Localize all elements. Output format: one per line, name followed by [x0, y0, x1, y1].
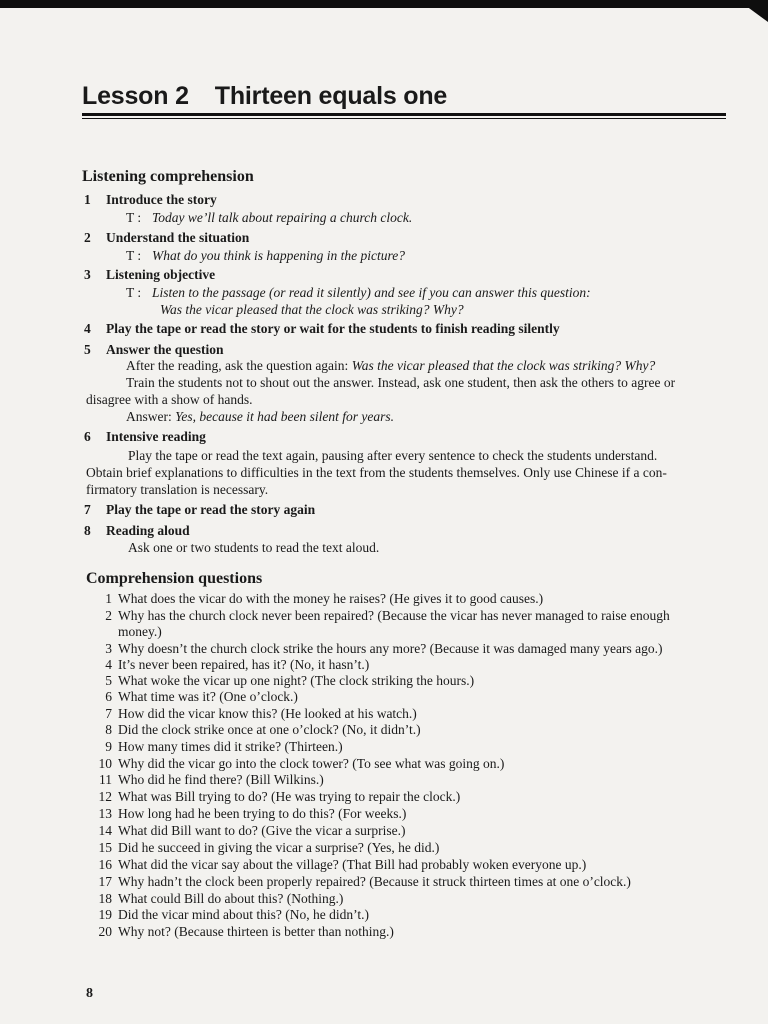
question-text: How did the vicar know this? (He looked at his watch.)	[118, 706, 417, 721]
step-number: 1	[84, 192, 91, 207]
question-item	[92, 924, 394, 940]
step-6-line-2: Obtain brief explanations to difficulties in the text from the students themselves. Only use Chinese if a con-	[86, 465, 667, 480]
question-item	[92, 608, 670, 624]
question-text: Was the vicar pleased that the clock was striking? Why?	[351, 358, 656, 373]
step-title: Listening objective	[106, 267, 216, 282]
teacher-label	[126, 209, 152, 227]
step-1-title	[84, 191, 217, 209]
step-5-line-2: Train the students not to shout out the answer. Instead, ask one student, then ask the others to agree or	[126, 375, 676, 390]
step-title: Play the tape or read the story again	[106, 502, 316, 517]
question-text: Why hadn’t the clock been properly repaired? (Because it struck thirteen times at one o’clock.)	[118, 874, 631, 889]
teacher-initial: T	[126, 210, 135, 225]
question-text: What did Bill want to do? (Give the vicar a surprise.)	[118, 823, 406, 838]
step-3-question: Was the vicar pleased that the clock was striking? Why?	[160, 302, 464, 317]
question-item	[92, 756, 504, 772]
question-item	[92, 722, 421, 738]
question-item	[92, 823, 406, 839]
question-number: 1	[105, 591, 112, 606]
question-number: 15	[98, 840, 112, 855]
teacher-separator: :	[137, 210, 142, 225]
answer-text: Yes, because it had been silent for years.	[175, 409, 394, 424]
question-number: 14	[98, 823, 112, 838]
step-4-title	[84, 320, 560, 338]
question-number: 20	[98, 924, 112, 939]
question-number: 2	[105, 608, 112, 623]
step-title: Introduce the story	[106, 192, 217, 207]
question-item	[92, 706, 417, 722]
question-number: 10	[98, 756, 112, 771]
step-number: 4	[84, 321, 91, 336]
question-item	[92, 673, 474, 689]
corner-scan-edge	[738, 0, 768, 22]
title-rule-thin	[82, 118, 726, 119]
question-text: Did the vicar mind about this? (No, he didn’t.)	[118, 907, 369, 922]
question-text: Who did he find there? (Bill Wilkins.)	[118, 772, 324, 787]
question-item	[92, 789, 460, 805]
step-5-line-1	[126, 357, 655, 375]
step-number: 6	[84, 429, 91, 444]
step-number: 3	[84, 267, 91, 282]
question-number: 9	[105, 739, 112, 754]
question-number: 5	[105, 673, 112, 688]
question-text: Why has the church clock never been repaired? (Because the vicar has never managed to raise enough	[118, 608, 670, 623]
listening-heading: Listening comprehension	[82, 168, 254, 185]
step-number: 5	[84, 342, 91, 357]
question-item	[92, 840, 439, 856]
teacher-label	[126, 284, 152, 302]
question-text: It’s never been repaired, has it? (No, it hasn’t.)	[118, 657, 370, 672]
question-text: Why not? (Because thirteen is better than nothing.)	[118, 924, 394, 939]
step-number: 7	[84, 502, 91, 517]
question-number: 13	[98, 806, 112, 821]
question-item	[92, 689, 298, 705]
question-item	[92, 891, 343, 907]
question-continuation: money.)	[118, 624, 162, 639]
question-text: Did he succeed in giving the vicar a surprise? (Yes, he did.)	[118, 840, 440, 855]
step-5-line-3: disagree with a show of hands.	[86, 392, 253, 407]
question-number: 6	[105, 689, 112, 704]
teacher-label	[126, 247, 152, 265]
question-item	[92, 907, 369, 923]
question-number: 11	[99, 772, 112, 787]
answer-label: Answer:	[126, 409, 176, 424]
step-2-title	[84, 229, 249, 247]
title-rule-thick	[82, 113, 726, 116]
teacher-text: Today we’ll talk about repairing a church clock.	[152, 210, 413, 225]
step-title: Understand the situation	[106, 230, 250, 245]
step-6-title	[84, 428, 206, 446]
teacher-initial: T	[126, 285, 135, 300]
step-number: 8	[84, 523, 91, 538]
lesson-label: Lesson 2	[82, 82, 189, 110]
question-text: Why did the vicar go into the clock tower? (To see what was going on.)	[118, 756, 505, 771]
step-1-teacher-line	[126, 209, 412, 227]
question-number: 8	[105, 722, 112, 737]
question-item	[92, 739, 343, 755]
top-scan-edge	[0, 0, 768, 8]
step-title: Answer the question	[106, 342, 224, 357]
question-number: 7	[105, 706, 112, 721]
step-title: Intensive reading	[106, 429, 206, 444]
question-item	[92, 874, 631, 890]
question-text: What does the vicar do with the money he raises? (He gives it to good causes.)	[118, 591, 544, 606]
teacher-separator: :	[137, 285, 142, 300]
question-number: 17	[98, 874, 112, 889]
question-text: Why doesn’t the church clock strike the hours any more? (Because it was damaged many years ago.)	[118, 641, 663, 656]
question-item	[92, 641, 662, 657]
question-item	[92, 772, 324, 788]
step-8-title	[84, 522, 190, 540]
teacher-text: Listen to the passage (or read it silently) and see if you can answer this question:	[152, 285, 591, 300]
step-6-line-1: Play the tape or read the text again, pausing after every sentence to check the students understand.	[128, 448, 658, 463]
step-title: Reading aloud	[106, 523, 190, 538]
question-text: How many times did it strike? (Thirteen.)	[118, 739, 343, 754]
question-number: 3	[105, 641, 112, 656]
step-title: Play the tape or read the story or wait for the students to finish reading silently	[106, 321, 560, 336]
question-text: How long had he been trying to do this? (For weeks.)	[118, 806, 407, 821]
lesson-title-text: Thirteen equals one	[214, 82, 448, 110]
question-text: What did the vicar say about the village? (That Bill had probably woken everyone up.)	[118, 857, 587, 872]
comprehension-heading: Comprehension questions	[86, 570, 263, 587]
question-number: 4	[105, 657, 112, 672]
question-number: 12	[98, 789, 112, 804]
question-number: 16	[98, 857, 112, 872]
question-item	[92, 806, 406, 822]
teacher-initial: T	[126, 248, 135, 263]
question-text: What was Bill trying to do? (He was trying to repair the clock.)	[118, 789, 461, 804]
step-3-teacher-line	[126, 284, 591, 302]
question-text: What could Bill do about this? (Nothing.)	[118, 891, 344, 906]
teacher-separator: :	[137, 248, 142, 263]
question-item	[92, 857, 586, 873]
question-number: 19	[98, 907, 112, 922]
step-7-title	[84, 501, 315, 519]
step-5-answer	[126, 408, 394, 426]
step-8-text: Ask one or two students to read the text aloud.	[128, 540, 380, 555]
body-text: After the reading, ask the question again:	[126, 358, 352, 373]
step-2-teacher-line	[126, 247, 405, 265]
step-6-line-3: firmatory translation is necessary.	[86, 482, 269, 497]
page-number: 8	[86, 986, 93, 1001]
question-text: What woke the vicar up one night? (The clock striking the hours.)	[118, 673, 475, 688]
step-number: 2	[84, 230, 91, 245]
lesson-title	[82, 82, 447, 111]
question-text: Did the clock strike once at one o’clock? (No, it didn’t.)	[118, 722, 421, 737]
question-item	[92, 591, 543, 607]
teacher-text: What do you think is happening in the picture?	[152, 248, 405, 263]
step-3-title	[84, 266, 215, 284]
question-number: 18	[98, 891, 112, 906]
question-item	[92, 657, 369, 673]
question-text: What time was it? (One o’clock.)	[118, 689, 298, 704]
